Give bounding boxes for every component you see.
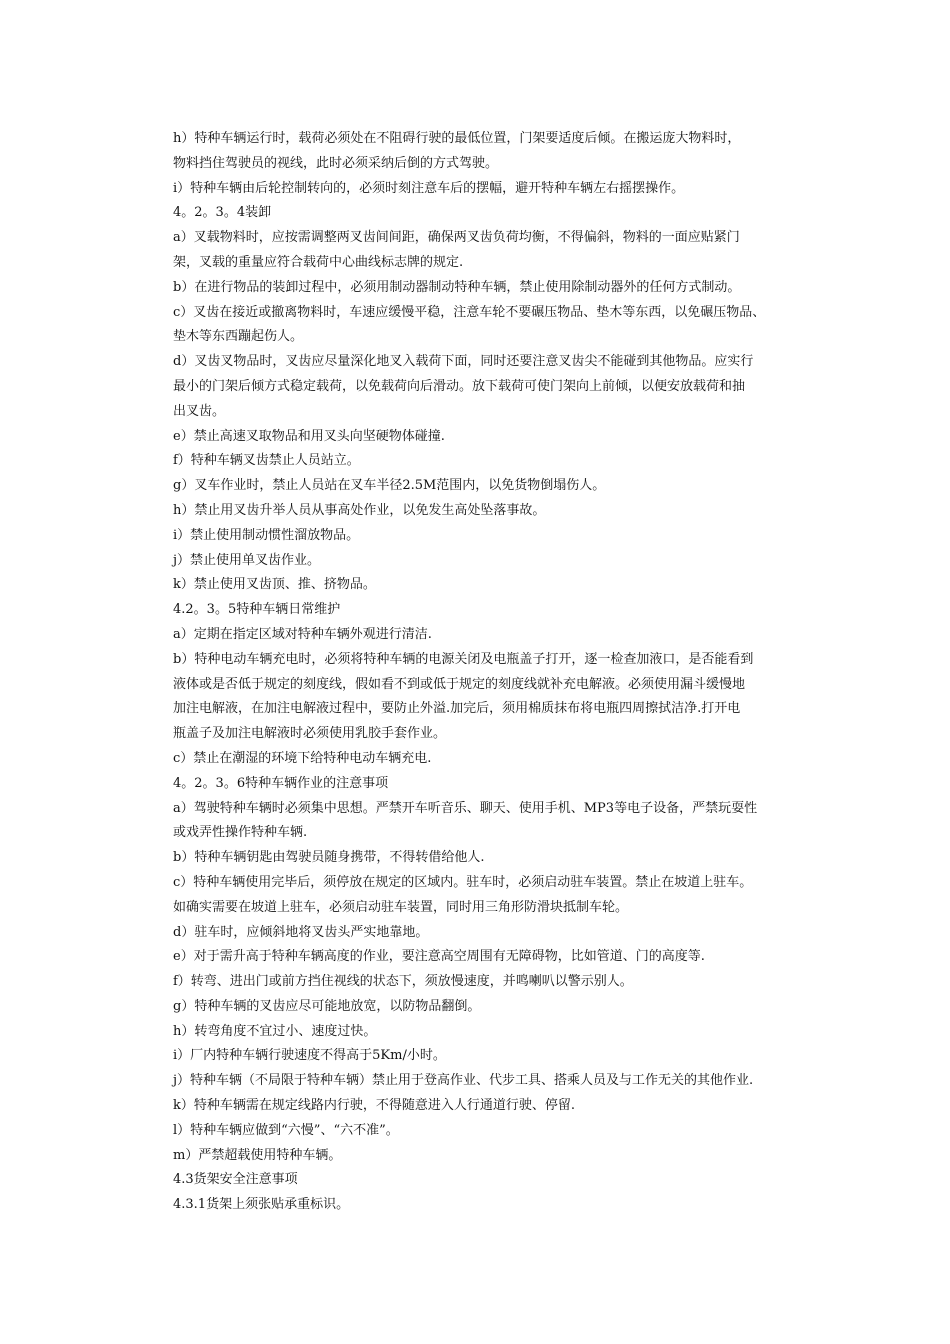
text-line: g）特种车辆的叉齿应尽可能地放宽，以防物品翻倒。	[173, 998, 481, 1014]
text-line: 垫木等东西蹦起伤人。	[173, 329, 304, 345]
section-heading: 4。2。3。6特种车辆作业的注意事项	[173, 775, 389, 791]
text-line: b）在进行物品的装卸过程中，必须用制动器制动特种车辆，禁止使用除制动器外的任何方式制动。	[173, 279, 741, 295]
text-line: j）禁止使用单叉齿作业。	[173, 552, 321, 568]
text-line: a）定期在指定区域对特种车辆外观进行清洁.	[173, 626, 432, 642]
text-line: b）特种电动车辆充电时，必须将特种车辆的电源关闭及电瓶盖子打开，逐一检查加液口，是否能看到	[173, 651, 754, 667]
text-line: a）驾驶特种车辆时必须集中思想。严禁开车听音乐、聊天、使用手机、MP3等电子设备，严禁玩耍性	[173, 800, 758, 816]
text-line: 液体或是否低于规定的刻度线，假如看不到或低于规定的刻度线就补充电解液。必须使用漏斗缓慢地	[173, 676, 746, 692]
text-line: 出叉齿。	[173, 403, 226, 419]
text-line: c）特种车辆使用完毕后，须停放在规定的区域内。驻车时，必须启动驻车装置。禁止在坡道上驻车。	[173, 874, 753, 890]
text-line: d）叉齿叉物品时，叉齿应尽量深化地叉入载荷下面，同时还要注意叉齿尖不能碰到其他物品。应实行	[173, 354, 754, 370]
document-body	[173, 127, 823, 1243]
text-line: 瓶盖子及加注电解液时必须使用乳胶手套作业。	[173, 726, 447, 742]
text-line: 加注电解液，在加注电解液过程中，要防止外溢.加完后，须用棉质抹布将电瓶四周擦拭洁净.打开电	[173, 701, 741, 717]
text-line: g）叉车作业时，禁止人员站在叉车半径2.5M范围内，以免货物倒塌伤人。	[173, 478, 606, 494]
text-line: h）转弯角度不宜过小、速度过快。	[173, 1023, 377, 1039]
text-line: i）厂内特种车辆行驶速度不得高于5Km/小时。	[173, 1048, 446, 1064]
text-line: h）特种车辆运行时，载荷必须处在不阻碍行驶的最低位置，门架要适度后倾。在搬运庞大物料时，	[173, 131, 741, 146]
text-line: 架，叉载的重量应符合载荷中心曲线标志牌的规定.	[173, 254, 464, 270]
text-line: c）禁止在潮湿的环境下给特种电动车辆充电.	[173, 750, 432, 766]
text-line	[173, 1218, 823, 1243]
text-line: l）特种车辆应做到“六慢”、“六不准”。	[173, 1122, 399, 1138]
section-heading: 4。2。3。4装卸	[173, 205, 272, 221]
text-line: e）对于需升高于特种车辆高度的作业，要注意高空周围有无障碍物，比如管道、门的高度等.	[173, 949, 705, 965]
text-line: 物料挡住驾驶员的视线，此时必须采纳后倒的方式驾驶。	[173, 155, 499, 171]
text-line: c）叉齿在接近或撤离物料时，车速应缓慢平稳，注意车轮不要碾压物品、垫木等东西，以免碾压物品、	[173, 304, 766, 320]
text-line: h）禁止用叉齿升举人员从事高处作业，以免发生高处坠落事故。	[173, 502, 546, 518]
section-heading: 4.3.1货架上须张贴承重标识。	[173, 1197, 350, 1213]
text-line: d）驻车时，应倾斜地将叉齿头严实地靠地。	[173, 924, 429, 940]
text-line: j）特种车辆（不局限于特种车辆）禁止用于登高作业、代步工具、搭乘人员及与工作无关的其他作业.	[173, 1073, 754, 1089]
text-line: i）特种车辆由后轮控制转向的，必须时刻注意车后的摆幅，避开特种车辆左右摇摆操作。	[173, 180, 685, 196]
text-line: 最小的门架后倾方式稳定载荷，以免载荷向后滑动。放下载荷可使门架向上前倾，以便安放载荷和抽	[173, 378, 746, 394]
text-line: k）特种车辆需在规定线路内行驶，不得随意进入人行通道行驶、停留.	[173, 1098, 576, 1114]
text-line: 如确实需要在坡道上驻车，必须启动驻车装置，同时用三角形防滑块抵制车轮。	[173, 899, 629, 915]
text-line: i）禁止使用制动惯性溜放物品。	[173, 527, 360, 543]
text-line: b）特种车辆钥匙由驾驶员随身携带，不得转借给他人.	[173, 850, 485, 866]
text-line: 4.3货架安全注意事项	[173, 1172, 298, 1188]
text-line: a）叉载物料时，应按需调整两叉齿间间距，确保两叉齿负荷均衡，不得偏斜，物料的一面应贴紧门	[173, 230, 740, 246]
text-line: e）禁止高速叉取物品和用叉头向坚硬物体碰撞.	[173, 428, 445, 444]
text-line: k）禁止使用叉齿顶、推、挤物品。	[173, 577, 376, 593]
text-line: f）转弯、进出门或前方挡住视线的状态下，须放慢速度，并鸣喇叭以警示别人。	[173, 974, 633, 990]
text-line: f）特种车辆叉齿禁止人员站立。	[173, 453, 360, 469]
section-heading: 4.2。3。5特种车辆日常维护	[173, 602, 341, 618]
text-line: 或戏弄性操作特种车辆.	[173, 825, 308, 841]
text-line: m）严禁超载使用特种车辆。	[173, 1147, 342, 1163]
